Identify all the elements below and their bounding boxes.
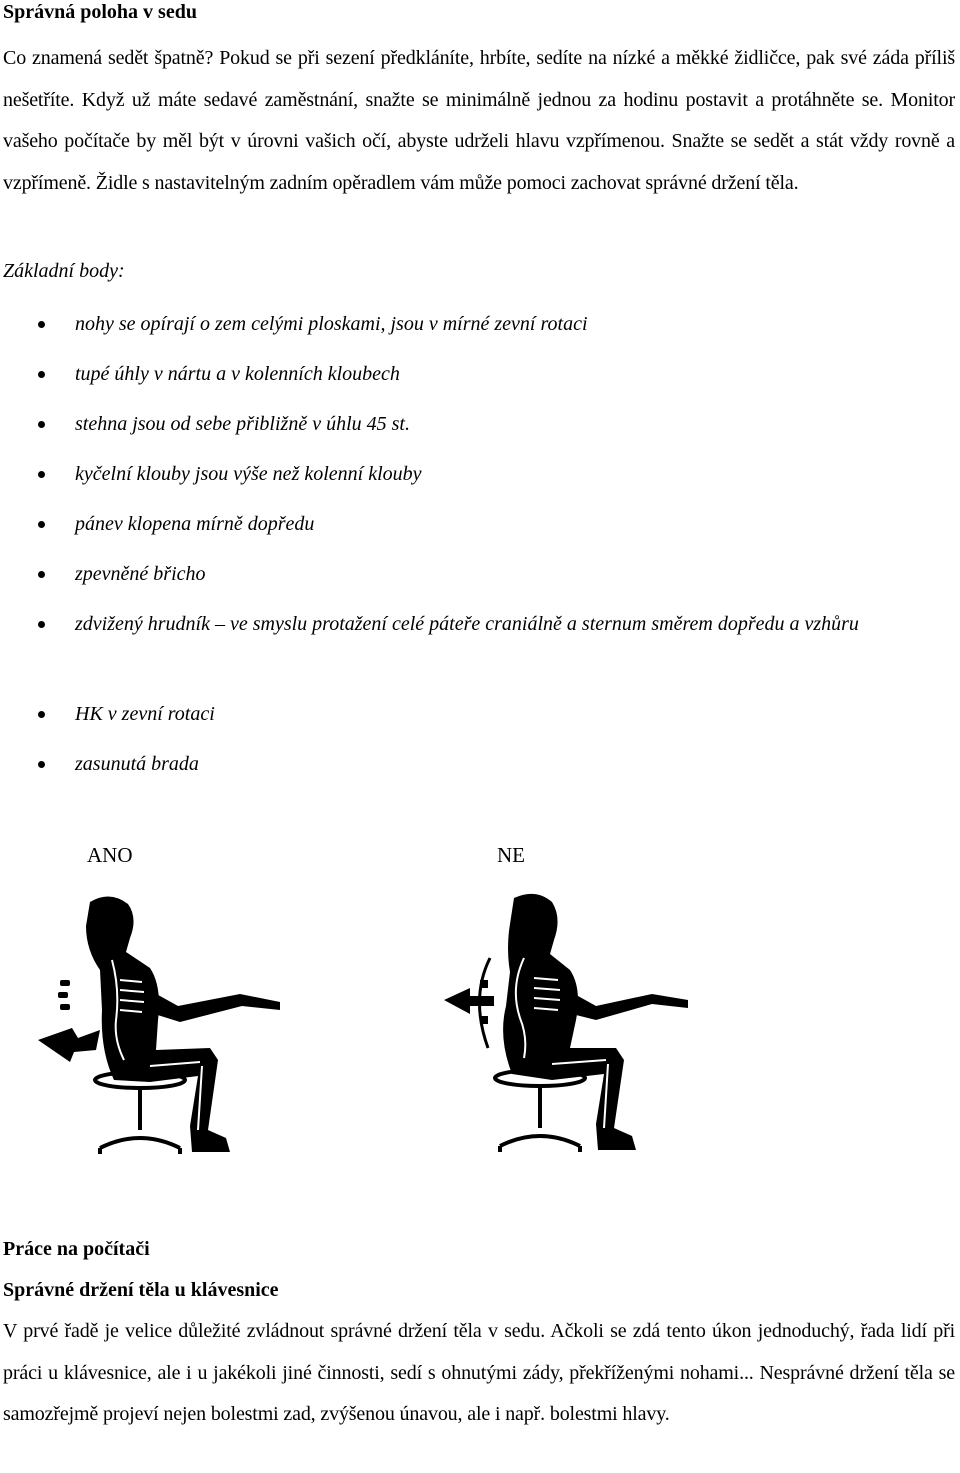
bullet-icon — [38, 761, 45, 768]
list-item: tupé úhly v nártu a v kolenních kloubech — [0, 353, 960, 403]
chair-icon — [495, 1070, 585, 1152]
bullet-icon — [38, 421, 45, 428]
bullet-icon — [38, 571, 45, 578]
list-item: HK v zevní rotaci — [0, 693, 960, 743]
list-item: pánev klopena mírně dopředu — [0, 503, 960, 553]
list-item: zpevněné břicho — [0, 553, 960, 603]
spine-arrow-icon — [444, 958, 494, 1048]
chair-icon — [95, 1072, 185, 1154]
list-item: kyčelní klouby jsou výše než kolenní klouby — [0, 453, 960, 503]
bullet-icon — [38, 521, 45, 528]
incorrect-posture-illustration — [440, 888, 720, 1158]
list-item: stehna jsou od sebe přibližně v úhlu 45 st. — [0, 403, 960, 453]
section-title-computer: Práce na počítači — [3, 1238, 150, 1260]
bullet-icon — [38, 471, 45, 478]
label-no: NE — [497, 843, 525, 867]
spine-arrow-icon — [38, 980, 100, 1062]
list-item: nohy se opírají o zem celými ploskami, jsou v mírné zevní rotaci — [0, 303, 960, 353]
keyboard-paragraph: V prvé řadě je velice důležité zvládnout správné držení těla v sedu. Ačkoli se zdá tento úkon jednoduchý, řada lidí při práci u klávesnice, ale i u jakékoli jiné činnosti, sedí s ohnutými zády, překříženými nohami... Nesprávné držení těla se samozřejmě projeví nejen bolestmi zad, zvýšenou únavou, ale i např. bolestmi hlavy. — [3, 1320, 955, 1425]
points-list — [0, 303, 960, 793]
label-yes: ANO — [87, 843, 133, 867]
intro-paragraph: Co znamená sedět špatně? Pokud se při sezení předkláníte, hrbíte, sedíte na nízké a měkké židličce, pak své záda příliš nešetříte. Když už máte sedavé zaměstnání, snažte se minimálně jednou za hodinu postavit a protáhněte se. Monitor vašeho počítače by měl být v úrovni vašich očí, abyste udrželi hlavu vzpřímenou. Snažte se sedět a stát vždy rovně a vzpřímeně. Židle s nastavitelným zadním opěradlem vám může pomoci zachovat správné držení těla. — [3, 47, 955, 194]
section-subtitle-keyboard: Správné držení těla u klávesnice — [3, 1279, 279, 1301]
body-silhouette — [503, 894, 688, 1150]
bullet-icon — [38, 371, 45, 378]
bullet-icon — [38, 621, 45, 628]
correct-posture-illustration — [30, 890, 310, 1160]
bullet-icon — [38, 711, 45, 718]
basics-label: Základní body: — [3, 260, 125, 282]
list-item: zdvižený hrudník – ve smyslu protažení celé páteře craniálně a sternum směrem dopředu a vzhůru — [0, 603, 960, 693]
bullet-icon — [38, 321, 45, 328]
list-item: zasunutá brada — [0, 743, 960, 793]
section-title-sitting: Správná poloha v sedu — [3, 1, 197, 23]
